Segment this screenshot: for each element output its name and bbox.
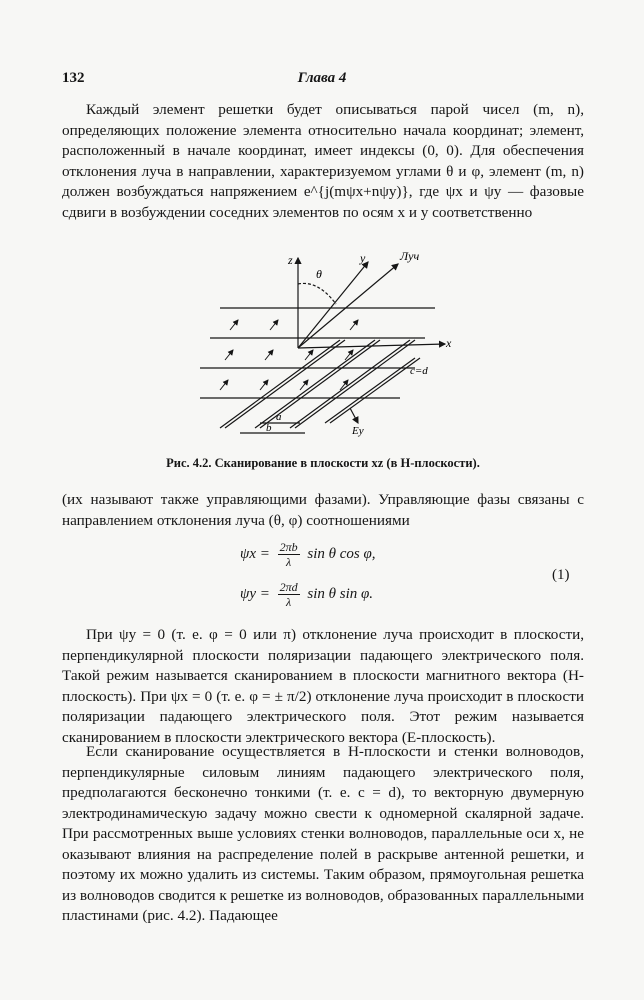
equation-number: (1) (552, 567, 570, 583)
fraction-numerator: 2πd (279, 580, 298, 594)
theta-label: θ (316, 267, 322, 281)
fraction-numerator: 2πb (279, 540, 298, 554)
formula-rhs: sin θ sin φ. (307, 585, 374, 602)
figure-caption: Рис. 4.2. Сканирование в плоскости xz (в H-плоскости). (166, 456, 480, 470)
field-arrows (220, 320, 358, 390)
c-d-label: c=d (410, 365, 428, 377)
formula-lhs: ψy = (240, 585, 270, 602)
b-label: b (266, 422, 272, 434)
chapter-title: Глава 4 (297, 70, 347, 86)
axes (240, 258, 445, 433)
paragraph-h-plane: Если сканирование осуществляется в H-плоскости и стенки волноводов, перпендикулярные силовым линиям падающего электрического поля, предполагаются бесконечно тонкими (т. е. c = d), то векторную двумерную электродинамическую задачу можно свести к одномерной скалярной задаче. При рассмотренных выше условиях стенки волноводов, параллельные оси x, не оказывают влияния на распределение полей в раскрыве антенной решетки, и поэтому их можно удалить из системы. Таким образом, прямоугольная решетка из волноводов сводится к решетке из волноводов, образованных параллельными пластинами (рис. 4.2). Падающее (62, 743, 585, 924)
axis-y-label: y (360, 251, 366, 265)
page-number: 132 (62, 70, 85, 86)
fraction-denominator: λ (286, 595, 292, 609)
beam-label: Луч (400, 249, 420, 263)
page-header (62, 70, 582, 92)
fraction (278, 580, 300, 609)
axis-x-label: x (446, 336, 452, 350)
a-label: a (276, 411, 282, 423)
ey-label: Ey (352, 425, 364, 437)
paragraph-scanning-modes: При ψy = 0 (т. е. φ = 0 или π) отклонение луча происходит в плоскости, перпендикулярной плоскости поляризации падающего электрического поля. Такой режим называется сканированием в плоскости магнитного вектора (H-плоскость). При ψx = 0 (т. е. φ = ± π/2) отклонение луча происходит в плоскости поляризации падающего электрического поля. Этот режим называется сканированием в плоскости электрического вектора (E-плоскость). (62, 626, 584, 746)
paragraph-phases: (их называют также управляющими фазами). Управляющие фазы связаны с направлением отклонения луча (θ, φ) соотношениями (62, 491, 584, 529)
formula-psi-y (240, 580, 373, 609)
paragraph-intro: Каждый элемент решетки будет описываться парой чисел (m, n), определяющих положение элемента относительно начала координат; элемент, расположенный в начале координат, имеет индексы (0, 0). Для обеспечения отклонения луча в направлении, характеризуемом углами θ и φ, элемент (m, n) должен возбуждаться напряжением e^{j(mψx+nψy)}, где ψx и ψy — фазовые сдвиги в возбуждении соседних элементов по осям x и y соответственно (62, 101, 584, 221)
formula-lhs: ψx = (240, 545, 270, 562)
formula-rhs: sin θ cos φ, (307, 545, 376, 562)
axis-z-label: z (288, 253, 293, 267)
fraction-denominator: λ (286, 555, 292, 569)
figure-4-2 (200, 248, 480, 443)
formula-psi-x (240, 540, 376, 569)
grid-lines (200, 308, 435, 428)
fraction (278, 540, 300, 569)
